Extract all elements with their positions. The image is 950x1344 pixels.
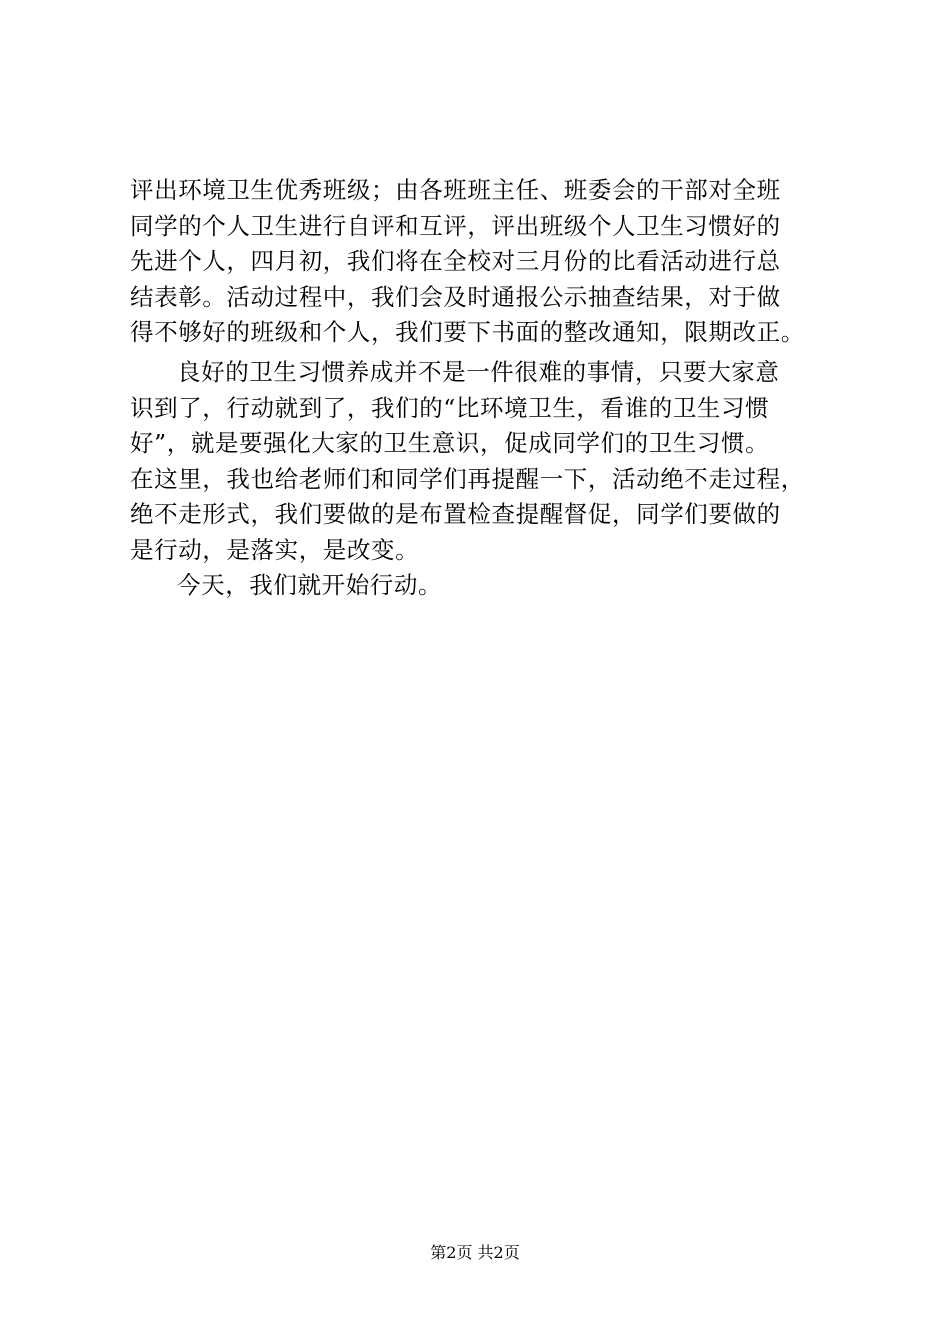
- text-line: 在这里，我也给老师们和同学们再提醒一下，活动绝不走过程，: [130, 464, 805, 493]
- text-line: 识到了，行动就到了，我们的“比环境卫生，看谁的卫生习惯: [130, 393, 770, 422]
- text-line: 评出环境卫生优秀班级；由各班班主任、班委会的干部对全班: [130, 176, 781, 204]
- text-line-closing: 今天，我们就开始行动。: [177, 571, 443, 599]
- page-footer: [0, 1243, 950, 1263]
- text-line: 是行动，是落实，是改变。: [130, 535, 420, 564]
- text-line: 结表彰。活动过程中，我们会及时通报公示抽查结果，对于做: [130, 282, 781, 311]
- text-line: 良好的卫生习惯养成并不是一件很难的事情，只要大家意: [177, 358, 780, 386]
- text-line: 好”，就是要强化大家的卫生意识，促成同学们的卫生习惯。: [130, 429, 770, 457]
- paragraph-evaluation: [130, 173, 835, 351]
- text-line: 绝不走形式，我们要做的是布置检查提醒督促，同学们要做的: [130, 500, 781, 528]
- paragraph-hygiene-habits: [130, 355, 835, 604]
- text-line: 同学的个人卫生进行自评和互评，评出班级个人卫生习惯好的: [130, 211, 781, 240]
- text-line: 先进个人，四月初，我们将在全校对三月份的比看活动进行总: [130, 247, 781, 275]
- text-line: 得不够好的班级和个人，我们要下书面的整改通知，限期改正。: [130, 318, 805, 346]
- page-number: 第2页 共2页: [430, 1243, 520, 1262]
